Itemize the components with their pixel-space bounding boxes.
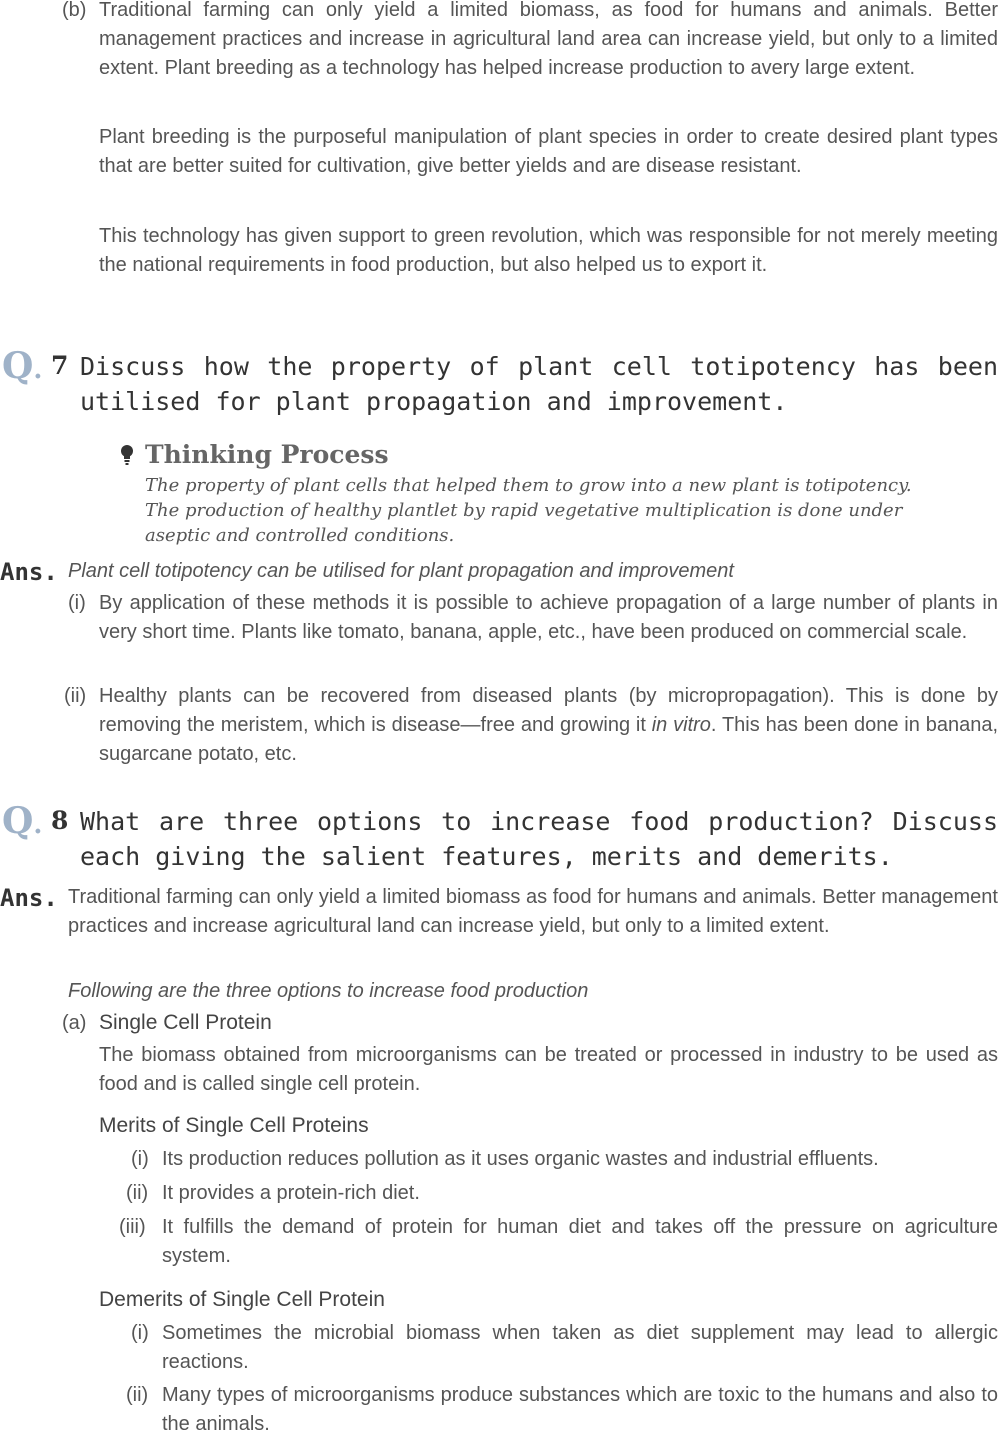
merit-text: Its production reduces pollution as it uses organic wastes and industrial effluents. <box>162 1148 879 1170</box>
option-a-label: (a) <box>62 1012 87 1034</box>
demerits-heading: Demerits of Single Cell Protein <box>99 1288 385 1311</box>
question-8-text: What are three options to increase food production? Discuss each giving the salient features, merits and demerits. <box>80 807 998 871</box>
option-a-text: The biomass obtained from microorganisms can be treated or processed in industry to be used as food and is called single cell protein. <box>99 1044 998 1095</box>
lightbulb-icon <box>120 444 134 466</box>
demerit-label: (ii) <box>126 1384 149 1406</box>
list-item-label: (i) <box>68 592 86 614</box>
part-b-paragraph-2: Plant breeding is the purposeful manipulation of plant species in order to create desired plant types that are better suited for cultivation, give better yields and are disease resistant. <box>99 126 998 177</box>
question-marker: Q. <box>2 800 43 842</box>
part-b-label: (b) <box>62 0 87 21</box>
list-item-text: Healthy plants can be recovered from diseased plants (by micropropagation). This is done by removing the meristem, which is disease—free and growing it in vitro. This has been done in banana, sugarcane potato, etc. <box>99 685 998 765</box>
list-item-label: (ii) <box>64 685 87 707</box>
answer-label: Ans. <box>0 558 58 586</box>
thinking-process-text: The property of plant cells that helped them to grow into a new plant is totipotency. The production of healthy plantlet by rapid vegetative multiplication is done under aseptic and controlled conditions. <box>145 475 912 546</box>
answer-intro: Following are the three options to increase food production <box>68 980 589 1002</box>
thinking-process-title: Thinking Process <box>145 440 389 469</box>
question-number: 7 <box>51 351 69 380</box>
question-number: 8 <box>51 806 69 835</box>
demerit-text: Sometimes the microbial biomass when taken as diet supplement may lead to allergic reactions. <box>162 1322 998 1373</box>
demerit-text: Many types of microorganisms produce substances which are toxic to the humans and also to the animals. <box>162 1384 998 1435</box>
part-b-paragraph-1: Traditional farming can only yield a limited biomass, as food for humans and animals. Better management practices and increase in agricultural land area can increase yield, but only to a limited extent. Plant breeding as a technology has helped increase production to avery large extent. <box>99 0 998 79</box>
demerit-label: (i) <box>131 1322 149 1344</box>
answer-intro: Plant cell totipotency can be utilised for plant propagation and improvement <box>68 560 734 582</box>
answer-paragraph: Traditional farming can only yield a limited biomass as food for humans and animals. Better management practices and increase agricultural land can increase yield, but only to a limited extent. <box>68 886 998 937</box>
merit-text: It provides a protein-rich diet. <box>162 1182 420 1204</box>
merit-text: It fulfills the demand of protein for human diet and takes off the pressure on agriculture system. <box>162 1216 998 1267</box>
merits-heading: Merits of Single Cell Proteins <box>99 1114 369 1137</box>
merit-label: (ii) <box>126 1182 149 1204</box>
part-b-paragraph-3: This technology has given support to green revolution, which was responsible for not merely meeting the national requirements in food production, but also helped us to export it. <box>99 225 998 276</box>
merit-label: (i) <box>131 1148 149 1170</box>
option-a-title: Single Cell Protein <box>99 1011 272 1034</box>
merit-label: (iii) <box>119 1216 146 1238</box>
answer-label: Ans. <box>0 884 58 912</box>
list-item-text: By application of these methods it is possible to achieve propagation of a large number of plants in very short time. Plants like tomato, banana, apple, etc., have been produced on commercial scale. <box>99 592 998 643</box>
question-7-text: Discuss how the property of plant cell totipotency has been utilised for plant propagation and improvement. <box>80 352 998 416</box>
question-marker: Q. <box>2 345 43 387</box>
